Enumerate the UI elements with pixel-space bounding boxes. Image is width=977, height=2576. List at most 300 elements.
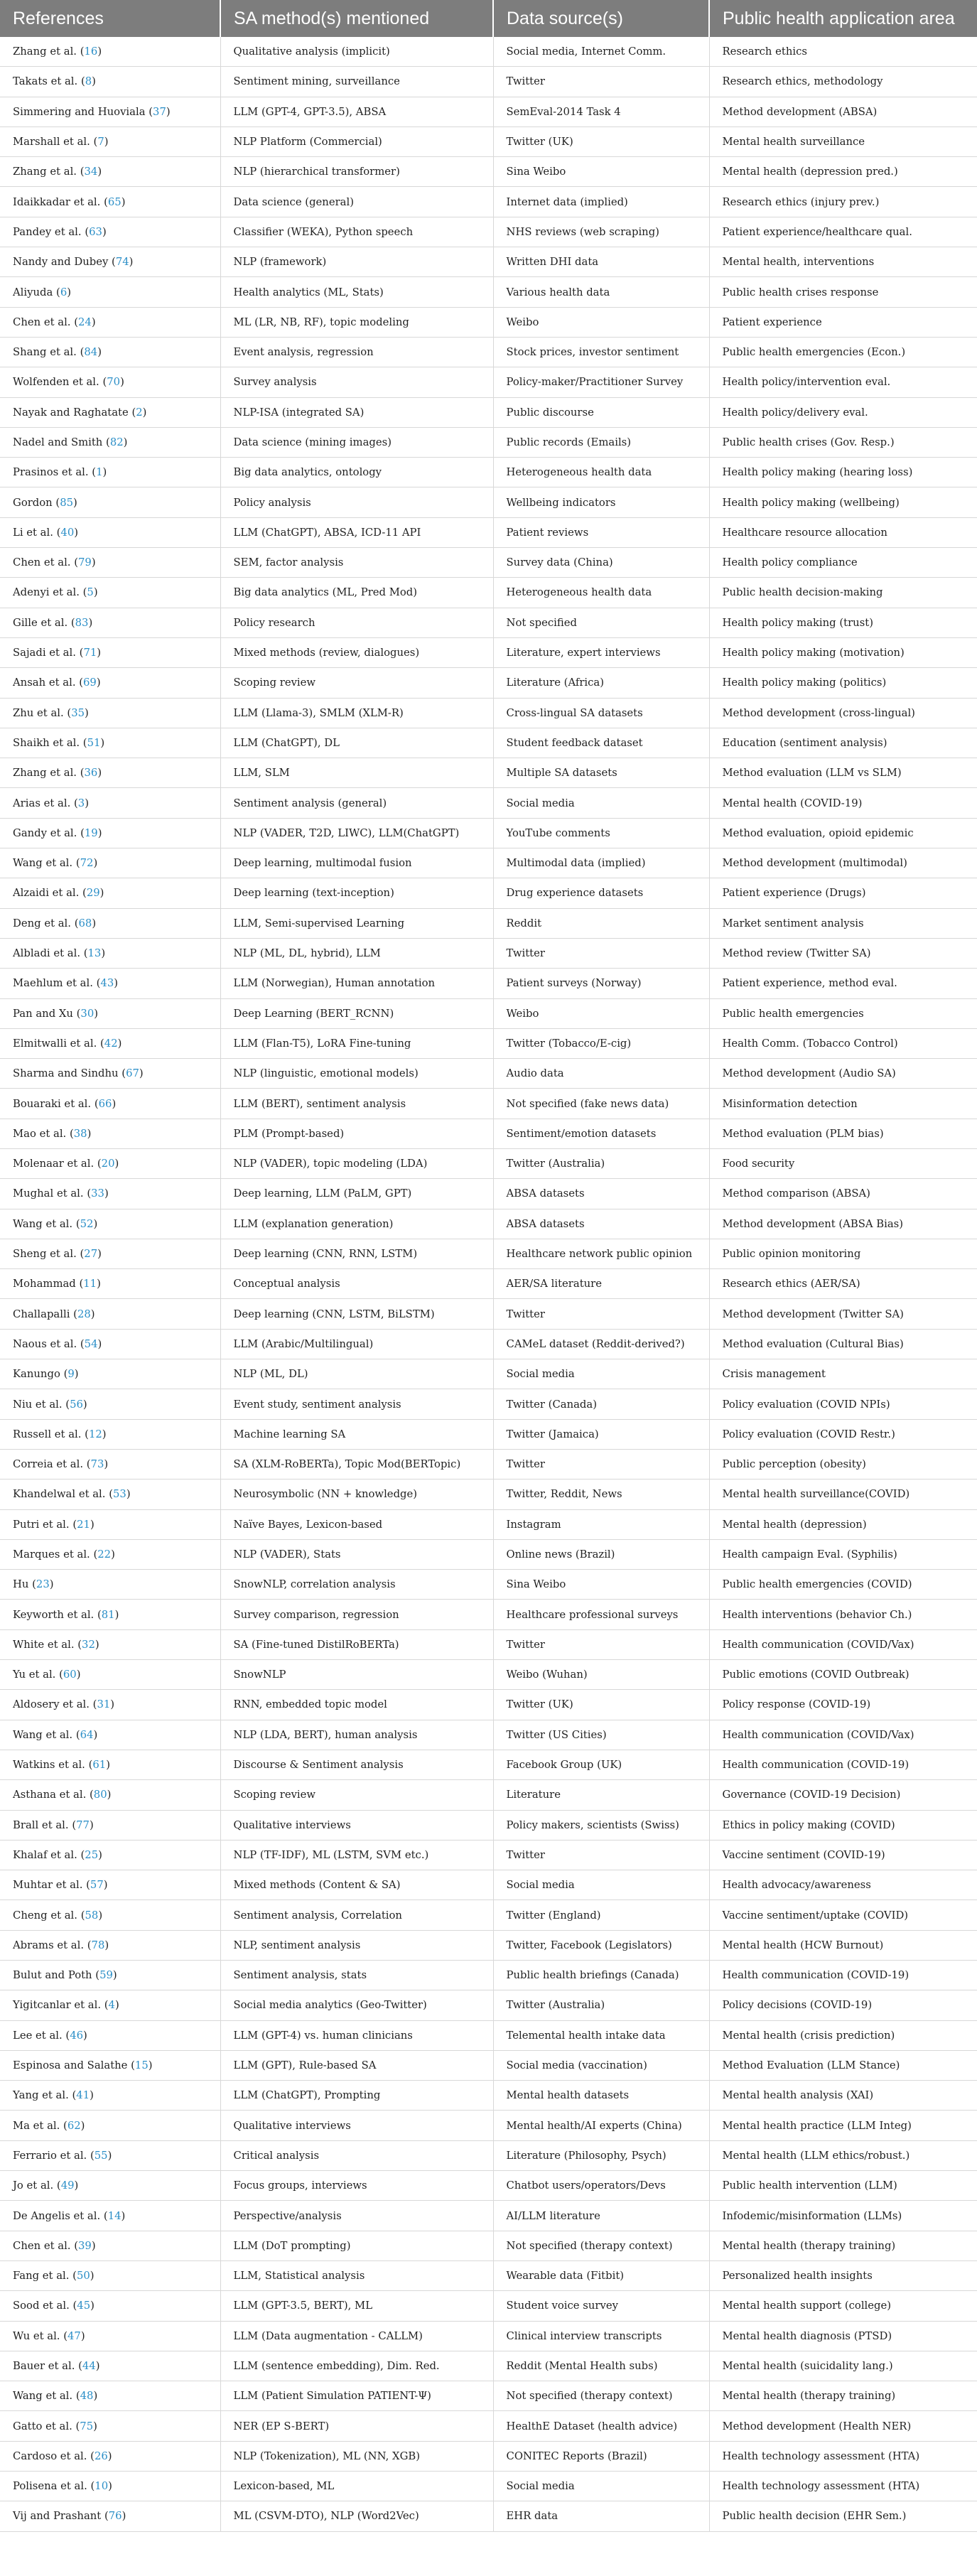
table-row [0, 97, 977, 126]
application-area-cell: Research ethics (AER/SA) [709, 1269, 977, 1299]
reference-cell: Cardoso et al. (26) [0, 2441, 220, 2471]
data-source-cell: Sina Weibo [493, 1570, 709, 1600]
reference-author: Ma et al. [13, 2119, 60, 2132]
reference-number-link[interactable]: 40 [60, 526, 75, 539]
reference-cell: De Angelis et al. (14) [0, 2201, 220, 2231]
table-row [0, 1961, 977, 1990]
reference-number-link[interactable]: 62 [67, 2119, 81, 2132]
reference-cell: Mao et al. (38) [0, 1119, 220, 1148]
application-area-cell: Public health crises response [709, 277, 977, 307]
reference-number-link[interactable]: 22 [97, 1548, 112, 1561]
sa-method-cell: Mixed methods (review, dialogues) [220, 637, 493, 667]
data-source-cell: Multiple SA datasets [493, 758, 709, 788]
table-row [0, 1900, 977, 1930]
data-source-cell: Twitter (England) [493, 1900, 709, 1930]
header-data-sources: Data source(s) [493, 0, 709, 37]
table-row [0, 2381, 977, 2411]
reference-cell: Bauer et al. (44) [0, 2351, 220, 2381]
reference-number-link[interactable]: 32 [82, 1638, 95, 1651]
reference-number-link[interactable]: 20 [101, 1158, 115, 1170]
sa-method-cell: Scoping review [220, 1780, 493, 1810]
reference-cell: Khandelwal et al. (53) [0, 1480, 220, 1509]
reference-number-link[interactable]: 85 [60, 496, 74, 509]
reference-author: Wang et al. [13, 1217, 73, 1230]
data-source-cell: Twitter, Facebook (Legislators) [493, 1930, 709, 1960]
data-source-cell: Online news (Brazil) [493, 1539, 709, 1569]
application-area-cell: Mental health (depression pred.) [709, 157, 977, 187]
reference-cell: Chen et al. (24) [0, 307, 220, 337]
table-row [0, 517, 977, 547]
reference-number-link[interactable]: 78 [91, 1939, 105, 1951]
reference-number-link[interactable]: 67 [126, 1067, 139, 1080]
reference-number-link[interactable]: 42 [104, 1037, 118, 1050]
data-source-cell: Twitter [493, 1840, 709, 1870]
reference-number-link[interactable]: 34 [84, 166, 98, 178]
reference-number-link[interactable]: 33 [91, 1187, 104, 1200]
reference-number-link[interactable]: 14 [107, 2209, 122, 2222]
table-row [0, 1690, 977, 1720]
application-area-cell: Policy decisions (COVID-19) [709, 1990, 977, 2020]
application-area-cell: Method review (Twitter SA) [709, 938, 977, 968]
data-source-cell: AER/SA literature [493, 1269, 709, 1299]
sa-method-cell: RNN, embedded topic model [220, 1690, 493, 1720]
reference-number-link[interactable]: 5 [87, 586, 94, 599]
reference-number-link[interactable]: 46 [70, 2029, 84, 2042]
reference-cell: Adenyi et al. (5) [0, 578, 220, 608]
reference-number-link[interactable]: 44 [82, 2360, 96, 2372]
reference-number-link[interactable]: 58 [85, 1909, 99, 1922]
reference-author: Wolfenden et al. [13, 376, 99, 389]
reference-author: Sajadi et al. [13, 647, 76, 659]
sa-method-cell: NLP (linguistic, emotional models) [220, 1059, 493, 1089]
sa-method-cell: Policy research [220, 608, 493, 637]
reference-author: Mohammad [13, 1278, 76, 1290]
data-source-cell: Mental health datasets [493, 2081, 709, 2111]
application-area-cell: Infodemic/misinformation (LLMs) [709, 2201, 977, 2231]
data-source-cell: SemEval-2014 Task 4 [493, 97, 709, 126]
table-row [0, 1509, 977, 1539]
reference-cell: Pandey et al. (63) [0, 217, 220, 247]
data-source-cell: ABSA datasets [493, 1209, 709, 1239]
sa-method-cell: LLM (ChatGPT), DL [220, 728, 493, 758]
reference-number-link[interactable]: 43 [100, 977, 114, 990]
reference-number-link[interactable]: 26 [94, 2450, 108, 2462]
table-row [0, 1810, 977, 1840]
reference-cell: Vij and Prashant (76) [0, 2501, 220, 2531]
application-area-cell: Method evaluation (PLM bias) [709, 1119, 977, 1148]
reference-number-link[interactable]: 23 [36, 1578, 50, 1591]
reference-author: Yu et al. [13, 1669, 56, 1681]
reference-number-link[interactable]: 68 [78, 917, 92, 929]
data-source-cell: Public discourse [493, 397, 709, 427]
data-source-cell: HealthE Dataset (health advice) [493, 2411, 709, 2441]
reference-number-link[interactable]: 1 [96, 466, 103, 479]
reference-number-link[interactable]: 57 [90, 1879, 104, 1892]
reference-number-link[interactable]: 15 [134, 2059, 149, 2072]
reference-number-link[interactable]: 39 [78, 2239, 92, 2252]
sa-method-cell: LLM (BERT), sentiment analysis [220, 1089, 493, 1119]
reference-number-link[interactable]: 37 [153, 105, 166, 118]
reference-number-link[interactable]: 19 [84, 826, 98, 839]
sa-method-cell: Deep learning (CNN, LSTM, BiLSTM) [220, 1299, 493, 1329]
reference-number-link[interactable]: 82 [109, 436, 124, 448]
reference-number-link[interactable]: 52 [80, 1217, 94, 1230]
table-row [0, 2111, 977, 2140]
table-row [0, 1419, 977, 1449]
reference-number-link[interactable]: 41 [76, 2089, 90, 2102]
reference-cell: Muhtar et al. (57) [0, 1870, 220, 1900]
data-source-cell: Twitter [493, 67, 709, 97]
sa-method-cell: Conceptual analysis [220, 1269, 493, 1299]
data-source-cell: Policy-maker/Practitioner Survey [493, 367, 709, 397]
reference-cell: Asthana et al. (80) [0, 1780, 220, 1810]
application-area-cell: Health policy/intervention eval. [709, 367, 977, 397]
data-source-cell: Not specified (therapy context) [493, 2381, 709, 2411]
reference-author: Marques et al. [13, 1548, 90, 1561]
reference-number-link[interactable]: 50 [76, 2270, 90, 2283]
application-area-cell: Vaccine sentiment (COVID-19) [709, 1840, 977, 1870]
application-area-cell: Public health emergencies (Econ.) [709, 337, 977, 367]
data-source-cell: Facebook Group (UK) [493, 1750, 709, 1779]
reference-number-link[interactable]: 7 [97, 136, 104, 149]
reference-author: Deng et al. [13, 917, 71, 929]
data-source-cell: Chatbot users/operators/Devs [493, 2171, 709, 2201]
table-row [0, 1449, 977, 1479]
application-area-cell: Health advocacy/awareness [709, 1870, 977, 1900]
reference-number-link[interactable]: 65 [107, 195, 122, 208]
header-references: References [0, 0, 220, 37]
application-area-cell: Patient experience/healthcare qual. [709, 217, 977, 247]
reference-cell: Gordon (85) [0, 487, 220, 517]
reference-cell: Alzaidi et al. (29) [0, 878, 220, 908]
reference-number-link[interactable]: 45 [77, 2300, 91, 2312]
application-area-cell: Mental health (therapy training) [709, 2381, 977, 2411]
data-source-cell: Not specified [493, 608, 709, 637]
reference-author: Prasinos et al. [13, 466, 89, 479]
reference-number-link[interactable]: 72 [80, 857, 94, 870]
reference-author: Shang et al. [13, 346, 77, 359]
application-area-cell: Method comparison (ABSA) [709, 1179, 977, 1209]
sa-method-cell: LLM (GPT), Rule-based SA [220, 2050, 493, 2080]
application-area-cell: Mental health (crisis prediction) [709, 2020, 977, 2050]
reference-author: Lee et al. [13, 2029, 63, 2042]
reference-author: Vij and Prashant [13, 2510, 102, 2523]
reference-cell: Abrams et al. (78) [0, 1930, 220, 1960]
reference-number-link[interactable]: 80 [93, 1789, 107, 1801]
reference-author: Alzaidi et al. [13, 887, 80, 900]
reference-number-link[interactable]: 76 [108, 2510, 122, 2523]
reference-number-link[interactable]: 54 [84, 1337, 98, 1350]
reference-cell: Niu et al. (56) [0, 1389, 220, 1419]
reference-number-link[interactable]: 64 [80, 1728, 94, 1741]
reference-number-link[interactable]: 4 [108, 1999, 115, 2012]
table-row [0, 1600, 977, 1629]
reference-number-link[interactable]: 60 [63, 1669, 77, 1681]
table-row [0, 2321, 977, 2351]
reference-author: Mughal et al. [13, 1187, 84, 1200]
reference-number-link[interactable]: 77 [76, 1818, 90, 1831]
reference-number-link[interactable]: 69 [83, 677, 97, 689]
reference-number-link[interactable]: 66 [98, 1097, 112, 1110]
table-row [0, 1870, 977, 1900]
reference-cell: Zhang et al. (34) [0, 157, 220, 187]
sa-method-cell: Perspective/analysis [220, 2201, 493, 2231]
reference-number-link[interactable]: 61 [92, 1759, 107, 1772]
data-source-cell: Literature (Philosophy, Psych) [493, 2140, 709, 2170]
reference-number-link[interactable]: 30 [80, 1007, 95, 1020]
table-row [0, 1750, 977, 1779]
reference-cell: Fang et al. (50) [0, 2260, 220, 2290]
reference-number-link[interactable]: 6 [60, 286, 68, 298]
reference-cell: Pan and Xu (30) [0, 998, 220, 1028]
application-area-cell: Health policy/delivery eval. [709, 397, 977, 427]
sa-method-cell: Qualitative analysis (implicit) [220, 37, 493, 67]
reference-number-link[interactable]: 35 [71, 706, 85, 719]
table-row [0, 1089, 977, 1119]
reference-author: Chen et al. [13, 556, 71, 569]
reference-number-link[interactable]: 11 [83, 1278, 97, 1290]
application-area-cell: Policy evaluation (COVID NPIs) [709, 1389, 977, 1419]
data-source-cell: ABSA datasets [493, 1179, 709, 1209]
reference-author: Aliyuda [13, 286, 53, 298]
reference-number-link[interactable]: 9 [68, 1368, 75, 1381]
reference-number-link[interactable]: 28 [77, 1308, 91, 1320]
reference-number-link[interactable]: 31 [97, 1698, 111, 1711]
data-source-cell: Written DHI data [493, 247, 709, 277]
data-source-cell: CAMeL dataset (Reddit-derived?) [493, 1329, 709, 1359]
table-row [0, 1930, 977, 1960]
reference-cell: Wang et al. (48) [0, 2381, 220, 2411]
reference-author: Polisena et al. [13, 2480, 87, 2493]
reference-number-link[interactable]: 3 [77, 797, 85, 809]
table-row [0, 2020, 977, 2050]
table-row [0, 728, 977, 758]
reference-number-link[interactable]: 84 [84, 346, 98, 359]
table-row [0, 2351, 977, 2381]
sa-method-cell: LLM (Arabic/Multilingual) [220, 1329, 493, 1359]
application-area-cell: Patient experience (Drugs) [709, 878, 977, 908]
reference-number-link[interactable]: 79 [78, 556, 92, 569]
reference-author: Marshall et al. [13, 136, 90, 149]
reference-author: Cheng et al. [13, 1909, 77, 1922]
reference-number-link[interactable]: 83 [75, 616, 89, 629]
reference-number-link[interactable]: 55 [94, 2149, 108, 2162]
data-source-cell: Literature (Africa) [493, 668, 709, 698]
application-area-cell: Misinformation detection [709, 1089, 977, 1119]
reference-author: Challapalli [13, 1308, 70, 1320]
reference-author: Asthana et al. [13, 1789, 87, 1801]
data-source-cell: Sentiment/emotion datasets [493, 1119, 709, 1148]
application-area-cell: Mental health surveillance [709, 126, 977, 156]
reference-number-link[interactable]: 53 [112, 1488, 126, 1501]
data-source-cell: Twitter (Australia) [493, 1990, 709, 2020]
data-source-cell: Student feedback dataset [493, 728, 709, 758]
reference-author: Sharma and Sindhu [13, 1067, 119, 1080]
reference-number-link[interactable]: 81 [101, 1608, 115, 1621]
reference-number-link[interactable]: 47 [68, 2329, 81, 2342]
reference-number-link[interactable]: 12 [88, 1428, 102, 1440]
data-source-cell: Instagram [493, 1509, 709, 1539]
data-source-cell: Twitter (Tobacco/E-cig) [493, 1028, 709, 1058]
application-area-cell: Health policy making (motivation) [709, 637, 977, 667]
reference-number-link[interactable]: 49 [60, 2179, 75, 2192]
reference-cell: Keyworth et al. (81) [0, 1600, 220, 1629]
reference-cell: Challapalli (28) [0, 1299, 220, 1329]
data-source-cell: Weibo (Wuhan) [493, 1660, 709, 1690]
reference-author: Adenyi et al. [13, 586, 80, 599]
sa-method-cell: NLP, sentiment analysis [220, 1930, 493, 1960]
reference-cell: Zhang et al. (16) [0, 37, 220, 67]
application-area-cell: Public health emergencies [709, 998, 977, 1028]
application-area-cell: Method development (cross-lingual) [709, 698, 977, 728]
data-source-cell: Stock prices, investor sentiment [493, 337, 709, 367]
reference-number-link[interactable]: 24 [78, 316, 92, 328]
reference-number-link[interactable]: 70 [107, 376, 121, 389]
reference-author: Yang et al. [13, 2089, 69, 2102]
table-row [0, 1059, 977, 1089]
table-row [0, 1269, 977, 1299]
sa-method-cell: Mixed methods (Content & SA) [220, 1870, 493, 1900]
sa-method-cell: Deep learning, multimodal fusion [220, 848, 493, 878]
sa-method-cell: NLP (LDA, BERT), human analysis [220, 1720, 493, 1750]
reference-author: Bauer et al. [13, 2360, 75, 2372]
reference-number-link[interactable]: 48 [80, 2390, 94, 2403]
sa-method-cell: Data science (general) [220, 187, 493, 217]
sa-method-cell: NLP (ML, DL, hybrid), LLM [220, 938, 493, 968]
reference-author: Nandy and Dubey [13, 256, 109, 269]
application-area-cell: Health Comm. (Tobacco Control) [709, 1028, 977, 1058]
table-row [0, 698, 977, 728]
sa-method-cell: NLP (hierarchical transformer) [220, 157, 493, 187]
application-area-cell: Method evaluation, opioid epidemic [709, 818, 977, 848]
reference-author: White et al. [13, 1638, 75, 1651]
reference-number-link[interactable]: 8 [85, 75, 92, 88]
application-area-cell: Policy response (COVID-19) [709, 1690, 977, 1720]
table-body [0, 37, 977, 2531]
reference-number-link[interactable]: 63 [89, 225, 102, 238]
reference-number-link[interactable]: 75 [80, 2420, 94, 2432]
table-row [0, 2171, 977, 2201]
sa-method-cell: Qualitative interviews [220, 1810, 493, 1840]
reference-cell: Shang et al. (84) [0, 337, 220, 367]
reference-number-link[interactable]: 51 [87, 736, 101, 749]
reference-number-link[interactable]: 38 [73, 1127, 87, 1140]
data-source-cell: Weibo [493, 307, 709, 337]
reference-number-link[interactable]: 74 [115, 256, 129, 269]
sa-method-cell: LLM (Norwegian), Human annotation [220, 969, 493, 998]
reference-author: Abrams et al. [13, 1939, 85, 1951]
reference-cell: Watkins et al. (61) [0, 1750, 220, 1779]
table-row [0, 397, 977, 427]
application-area-cell: Health interventions (behavior Ch.) [709, 1600, 977, 1629]
reference-number-link[interactable]: 36 [84, 767, 98, 780]
table-row [0, 367, 977, 397]
table-row [0, 1299, 977, 1329]
application-area-cell: Mental health surveillance(COVID) [709, 1480, 977, 1509]
reference-cell: Aldosery et al. (31) [0, 1690, 220, 1720]
sa-method-cell: SnowNLP, correlation analysis [220, 1570, 493, 1600]
application-area-cell: Method development (multimodal) [709, 848, 977, 878]
reference-author: Wu et al. [13, 2329, 60, 2342]
sa-method-cell: SEM, factor analysis [220, 548, 493, 578]
reference-cell: Zhang et al. (36) [0, 758, 220, 788]
reference-author: Gandy et al. [13, 826, 77, 839]
table-row [0, 878, 977, 908]
reference-author: Aldosery et al. [13, 1698, 90, 1711]
sa-method-cell: Lexicon-based, ML [220, 2472, 493, 2501]
sa-method-cell: NLP (VADER), topic modeling (LDA) [220, 1148, 493, 1178]
application-area-cell: Health technology assessment (HTA) [709, 2441, 977, 2471]
reference-number-link[interactable]: 13 [87, 947, 102, 960]
table-row [0, 37, 977, 67]
reference-author: Zhang et al. [13, 767, 77, 780]
data-source-cell: Twitter (UK) [493, 1690, 709, 1720]
table-row [0, 487, 977, 517]
application-area-cell: Health policy making (wellbeing) [709, 487, 977, 517]
reference-number-link[interactable]: 56 [70, 1398, 83, 1411]
table-row [0, 2201, 977, 2231]
reference-number-link[interactable]: 59 [99, 1969, 113, 1982]
table-row [0, 2291, 977, 2321]
sa-method-cell: NLP (VADER), Stats [220, 1539, 493, 1569]
sa-method-cell: NLP (framework) [220, 247, 493, 277]
reference-cell: Khalaf et al. (25) [0, 1840, 220, 1870]
reference-number-link[interactable]: 10 [95, 2480, 109, 2493]
reference-number-link[interactable]: 21 [77, 1518, 90, 1531]
table-row [0, 337, 977, 367]
table-row [0, 2411, 977, 2441]
sa-method-cell: ML (LR, NB, RF), topic modeling [220, 307, 493, 337]
table-row [0, 1570, 977, 1600]
reference-cell: Nandy and Dubey (74) [0, 247, 220, 277]
reference-number-link[interactable]: 73 [90, 1458, 104, 1471]
application-area-cell: Method development (Audio SA) [709, 1059, 977, 1089]
data-source-cell: AI/LLM literature [493, 2201, 709, 2231]
data-source-cell: Social media [493, 1359, 709, 1389]
reference-cell: Maehlum et al. (43) [0, 969, 220, 998]
sa-method-cell: Qualitative interviews [220, 2111, 493, 2140]
sa-method-cell: LLM (Flan-T5), LoRA Fine-tuning [220, 1028, 493, 1058]
reference-author: Nadel and Smith [13, 436, 103, 448]
application-area-cell: Public health crises (Gov. Resp.) [709, 427, 977, 457]
application-area-cell: Public health intervention (LLM) [709, 2171, 977, 2201]
data-source-cell: Twitter (Australia) [493, 1148, 709, 1178]
reference-cell: Bouaraki et al. (66) [0, 1089, 220, 1119]
reference-number-link[interactable]: 2 [136, 406, 143, 419]
reference-number-link[interactable]: 25 [85, 1848, 99, 1861]
reference-author: Arias et al. [13, 797, 71, 809]
application-area-cell: Method development (ABSA Bias) [709, 1209, 977, 1239]
sa-method-cell: LLM (Patient Simulation PATIENT-Ψ) [220, 2381, 493, 2411]
sa-method-cell: Big data analytics (ML, Pred Mod) [220, 578, 493, 608]
table-row [0, 848, 977, 878]
sa-method-cell: Discourse & Sentiment analysis [220, 1750, 493, 1779]
application-area-cell: Health policy making (trust) [709, 608, 977, 637]
reference-number-link[interactable]: 71 [83, 647, 97, 659]
reference-number-link[interactable]: 29 [86, 887, 100, 900]
application-area-cell: Mental health (LLM ethics/robust.) [709, 2140, 977, 2170]
data-source-cell: Social media (vaccination) [493, 2050, 709, 2080]
reference-author: Gatto et al. [13, 2420, 72, 2432]
application-area-cell: Mental health (therapy training) [709, 2231, 977, 2260]
reference-cell: Espinosa and Salathe (15) [0, 2050, 220, 2080]
reference-cell: Nadel and Smith (82) [0, 427, 220, 457]
reference-cell: Naous et al. (54) [0, 1329, 220, 1359]
reference-number-link[interactable]: 16 [84, 45, 98, 58]
reference-number-link[interactable]: 27 [84, 1248, 98, 1261]
reference-author: Zhang et al. [13, 45, 77, 58]
sa-method-cell: SA (XLM-RoBERTa), Topic Mod(BERTopic) [220, 1449, 493, 1479]
